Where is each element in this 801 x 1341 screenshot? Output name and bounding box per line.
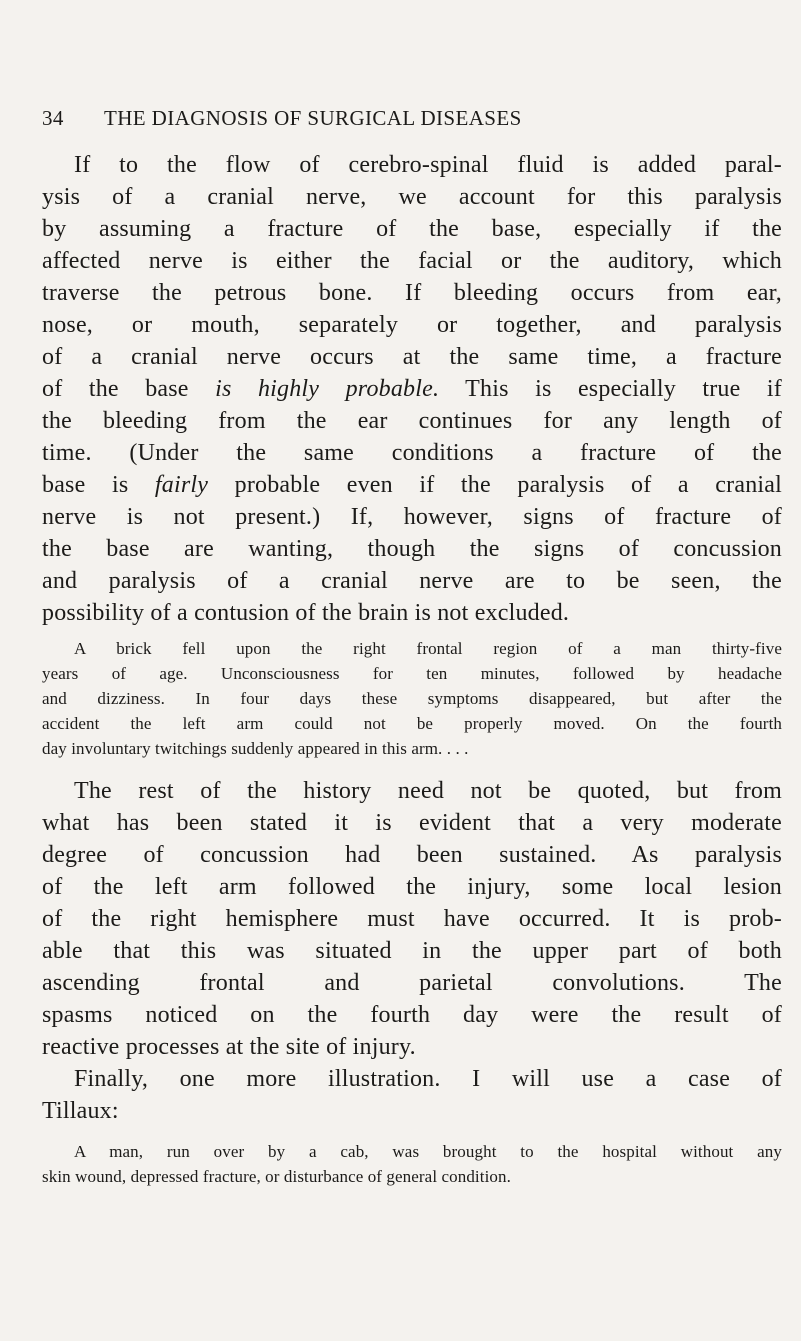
text-line: years of age. Unconsciousness for ten minutes, followed by headache bbox=[42, 664, 782, 683]
text-line bbox=[0, 472, 801, 499]
text-line: traverse the petrous bone. If bleeding occurs from ear, bbox=[42, 280, 782, 306]
text-line: able that this was situated in the upper part of both bbox=[42, 938, 782, 964]
text-run: of the base bbox=[42, 376, 216, 402]
text-line: ascending frontal and parietal convolutions. The bbox=[42, 970, 782, 996]
italic-word: fairly bbox=[154, 472, 209, 498]
text-line: spasms noticed on the fourth day were the result of bbox=[42, 1002, 782, 1028]
page-number: 34 bbox=[42, 106, 64, 130]
text-line: by assuming a fracture of the base, especially if the bbox=[42, 216, 782, 242]
text-line: affected nerve is either the facial or the auditory, which bbox=[42, 248, 782, 274]
text-line: of the left arm followed the injury, some local lesion bbox=[42, 874, 782, 900]
text-line bbox=[0, 376, 801, 403]
text-line: Finally, one more illustration. I will use a case of bbox=[74, 1066, 782, 1092]
text-run: This is especially true if bbox=[439, 376, 782, 402]
text-line: reactive processes at the site of injury. bbox=[42, 1034, 416, 1060]
text-line: and paralysis of a cranial nerve are to be seen, the bbox=[42, 568, 782, 594]
text-line: accident the left arm could not be properly moved. On the fourth bbox=[42, 714, 782, 733]
text-line: degree of concussion had been sustained. As paralysis bbox=[42, 842, 782, 868]
text-line: day involuntary twitchings suddenly appeared in this arm. . . . bbox=[42, 739, 469, 758]
text-line: The rest of the history need not be quoted, but from bbox=[74, 778, 782, 804]
italic-phrase: is highly probable. bbox=[215, 376, 440, 402]
text-line: and dizziness. In four days these symptoms disappeared, but after the bbox=[42, 689, 782, 708]
text-line: possibility of a contusion of the brain is not excluded. bbox=[42, 600, 570, 626]
text-line: nerve is not present.) If, however, signs of fracture of bbox=[42, 504, 782, 530]
text-line: A man, run over by a cab, was brought to the hospital without any bbox=[74, 1142, 782, 1161]
text-line: of the right hemisphere must have occurred. It is prob- bbox=[42, 906, 782, 932]
text-line: the base are wanting, though the signs of concussion bbox=[42, 536, 782, 562]
text-line: skin wound, depressed fracture, or disturbance of general condition. bbox=[42, 1167, 511, 1186]
text-line: the bleeding from the ear continues for any length of bbox=[42, 408, 782, 434]
text-line: A brick fell upon the right frontal region of a man thirty-five bbox=[74, 639, 782, 658]
page-header bbox=[42, 106, 782, 136]
text-line: time. (Under the same conditions a fracture of the bbox=[42, 440, 782, 466]
text-line: Tillaux: bbox=[42, 1098, 119, 1124]
text-line: If to the flow of cerebro-spinal fluid is added paral- bbox=[74, 152, 782, 178]
text-run: probable even if the paralysis of a cranial bbox=[208, 472, 782, 498]
text-line: nose, or mouth, separately or together, and paralysis bbox=[42, 312, 782, 338]
text-line: ysis of a cranial nerve, we account for this paralysis bbox=[42, 184, 782, 210]
running-head: THE DIAGNOSIS OF SURGICAL DISEASES bbox=[104, 106, 522, 130]
text-run: base is bbox=[42, 472, 155, 498]
text-line: of a cranial nerve occurs at the same time, a fracture bbox=[42, 344, 782, 370]
text-line: what has been stated it is evident that a very moderate bbox=[42, 810, 782, 836]
